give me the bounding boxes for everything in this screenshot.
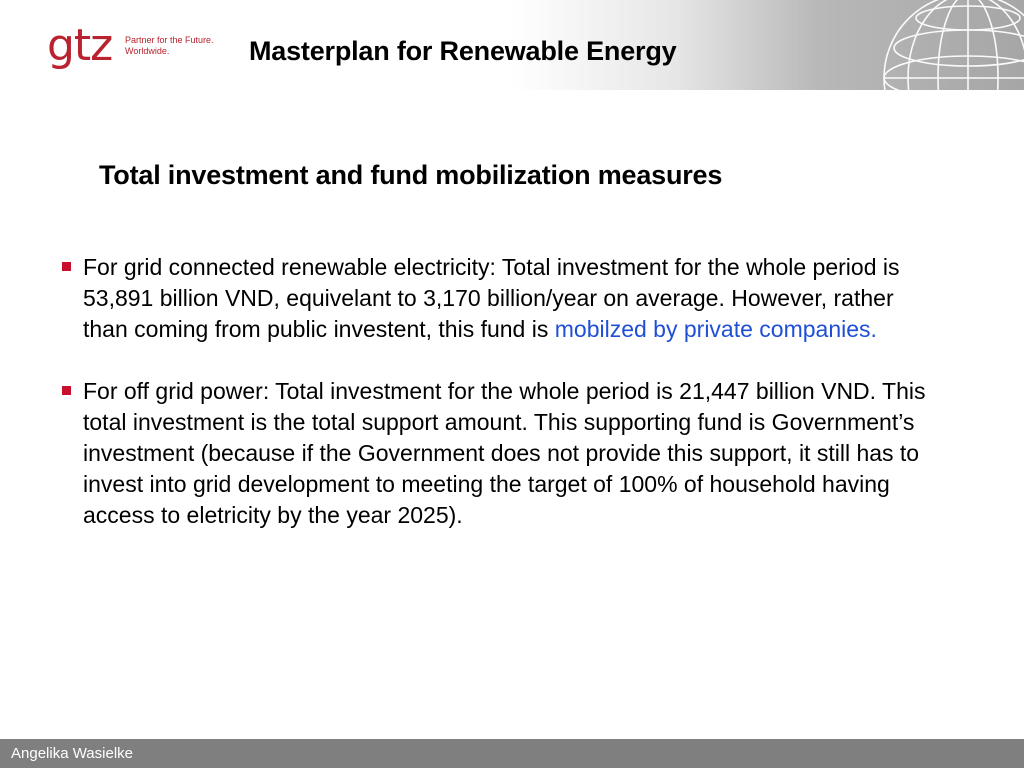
square-bullet-icon: [62, 386, 71, 395]
bullet-item: [62, 252, 942, 345]
bullet-item: [62, 376, 942, 531]
slide-subtitle: Total investment and fund mobilization measures: [99, 160, 723, 190]
globe-icon: [876, 0, 1024, 90]
bullet-text: For off grid power: Total investment for the whole period is 21,447 billion VND. This total investment is the total support amount. This supporting fund is Government’s investment (because if the Government does not provide this support, it still has to invest into grid development to meeting the target of 100% of household having access to eletricity by the year 2025).: [83, 378, 926, 528]
logo-tagline-line-2: Worldwide.: [125, 46, 170, 56]
square-bullet-icon: [62, 262, 71, 271]
header-band: [0, 0, 1024, 90]
footer-bar: [0, 739, 1024, 768]
bullet-list: [62, 252, 942, 562]
logo-tagline-line-1: Partner for the Future.: [125, 35, 214, 45]
page-title: Masterplan for Renewable Energy: [249, 36, 677, 66]
logo-tagline: [125, 35, 214, 57]
logo-wordmark: gtz: [47, 20, 113, 71]
footer-author: Angelika Wasielke: [11, 745, 133, 762]
bullet-highlight: mobilzed by private companies.: [554, 316, 877, 342]
bullet-text: For grid connected renewable electricity: Total investment for the whole period is 53,891 billion VND, equivelant to 3,170 billion/year on average. However, rather than coming from public investent, this fund is: [83, 254, 900, 342]
